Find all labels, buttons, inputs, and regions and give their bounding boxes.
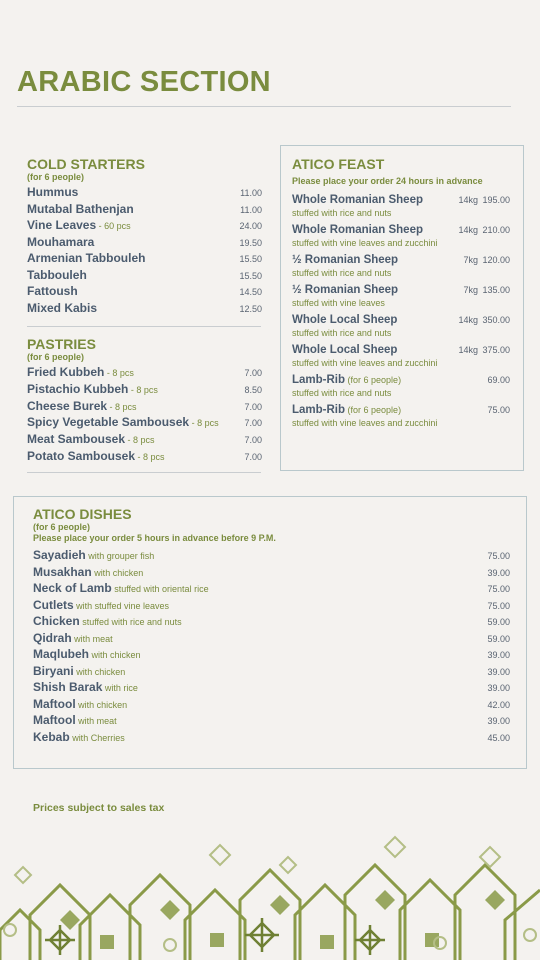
item-description: with meat [71,633,113,644]
item-name: Vine Leaves [27,218,97,232]
item-label [27,233,94,251]
item-name: Meat Sambousek [27,432,126,447]
item-weight: 7kg [463,285,479,295]
item-label [27,200,134,218]
item-description: stuffed with vine leaves and zucchini [292,238,438,248]
item-label [33,645,141,663]
item-price: 42.00 [487,699,510,710]
item-description: stuffed with rice and nuts [292,388,392,398]
item-label [27,363,134,381]
page-title: ARABIC SECTION [17,66,271,98]
item-description: with chicken [75,699,128,710]
pastries-list [27,363,262,464]
atico-dishes-box [13,496,527,769]
list-item [33,711,510,728]
item-description: with rice [102,683,138,693]
item-label [27,266,87,284]
item-name: Kebab [33,729,70,744]
item-name: Musakhan [33,564,92,579]
item-name: Mouhamara [27,234,95,249]
item-price: 7.00 [244,401,262,412]
item-name: Maftool [33,713,76,727]
item-price-group [487,370,510,388]
pastries-title: PASTRIES [27,336,96,352]
cold-starters-section [27,156,262,315]
item-label [292,340,397,358]
item-label [27,282,78,300]
item-price: 120.00 [482,255,510,265]
feast-item-row [292,280,510,298]
decorative-pattern-border [0,835,540,960]
item-name: Chicken [33,614,80,628]
item-price: 39.00 [487,650,510,660]
list-item [27,183,262,200]
item-price-group [458,220,510,238]
list-item [33,678,510,695]
item-weight: 7kg [463,255,479,265]
item-weight: 14kg [458,345,479,355]
list-item [292,400,510,430]
item-price: 350.00 [482,315,510,325]
pastries-section [27,336,262,464]
item-label [33,596,169,614]
list-item [27,430,262,447]
item-price: 15.50 [239,270,262,281]
item-description: stuffed with rice and nuts [292,268,392,278]
item-weight: 14kg [458,225,479,235]
item-label [33,711,117,729]
item-description: stuffed with vine leaves and zucchini [292,418,438,428]
list-item [33,629,510,646]
item-label [27,183,78,201]
item-name: ½ Romanian Sheep [292,284,399,296]
item-price: 75.00 [487,584,510,594]
list-item [27,233,262,250]
atico-dishes-note: (for 6 people) [33,522,91,532]
item-label [292,310,397,328]
atico-feast-note: Please place your order 24 hours in advance [292,176,483,186]
item-description: stuffed with vine leaves [292,298,385,308]
item-name: Whole Romanian Sheep [292,194,423,206]
atico-dishes-list [33,546,510,744]
list-item [27,413,262,430]
item-name: Mixed Kabis [27,300,98,315]
item-name: Shish Barak [33,680,103,694]
item-name: Tabbouleh [27,267,87,282]
list-item [27,249,262,266]
item-price: 11.00 [240,188,262,198]
list-item [27,216,262,233]
item-label [27,447,165,465]
item-name: Cutlets [33,597,74,612]
feast-item-row [292,220,510,238]
item-name: Pistachio Kubbeh [27,381,129,396]
item-price: 11.00 [240,204,262,215]
cold-starters-divider [27,326,261,327]
item-label [292,280,398,298]
item-name: Mutabal Bathenjan [27,201,134,216]
item-description: with Cherries [69,732,125,743]
item-price: 75.00 [487,600,510,611]
atico-feast-title: ATICO FEAST [292,156,385,172]
list-item [27,397,262,414]
list-item [27,299,262,316]
item-description: stuffed with rice and nuts [292,208,392,218]
item-price: 39.00 [487,716,510,726]
item-description: - 8 pcs [107,401,137,412]
cold-starters-title: COLD STARTERS [27,156,145,172]
feast-item-row [292,370,510,388]
item-name: Whole Local Sheep [292,314,398,326]
list-item [292,190,510,220]
item-name: Biryani [33,663,74,678]
item-price: 7.00 [244,435,262,446]
item-label [27,299,97,317]
feast-item-row [292,250,510,268]
item-name: Fried Kubbeh [27,365,105,379]
item-price: 45.00 [487,732,510,743]
list-item [292,280,510,310]
item-price: 24.00 [239,221,262,231]
item-label [33,563,143,581]
list-item [27,447,262,464]
item-price-group [458,190,510,208]
item-price: 375.00 [482,345,510,355]
item-label [33,546,154,564]
atico-dishes-title: ATICO DISHES [33,506,132,522]
item-description: with chicken [89,650,141,660]
item-price: 7.00 [244,418,262,429]
item-label [27,216,131,234]
item-label [27,413,219,431]
item-name: Hummus [27,185,79,199]
item-weight: 14kg [458,315,479,325]
item-description: with meat [75,716,117,726]
list-item [33,645,510,662]
item-name: Fattoush [27,284,78,298]
list-item [33,596,510,613]
item-label [27,430,155,448]
item-price-group [458,310,510,328]
item-price: 135.00 [482,285,510,295]
item-weight: 14kg [458,195,479,205]
item-name: Sayadieh [33,548,86,562]
item-description: stuffed with vine leaves and zucchini [292,358,438,368]
item-price: 12.50 [239,303,262,314]
list-item [33,563,510,580]
item-label [33,728,125,746]
list-item [33,579,510,596]
item-description: stuffed with rice and nuts [79,617,182,627]
item-tag: (for 6 people) [345,405,402,415]
item-label [27,397,137,415]
item-description: - 60 pcs [96,221,131,231]
item-price: 15.50 [239,254,262,264]
item-price: 39.00 [487,683,510,693]
item-price: 69.00 [487,375,510,385]
item-label [292,190,423,208]
item-name: Lamb-Rib [292,404,346,416]
item-name: Qidrah [33,630,72,645]
item-label [292,250,398,268]
item-price: 210.00 [482,225,510,235]
item-description: with chicken [73,666,126,677]
title-divider [17,106,511,107]
cold-starters-list [27,183,262,315]
list-item [27,200,262,217]
item-tag: (for 6 people) [345,375,402,385]
item-name: Armenian Tabbouleh [27,251,146,265]
list-item [27,282,262,299]
item-price-group [464,280,511,298]
item-price: 39.00 [487,666,510,677]
item-price: 59.00 [487,633,510,644]
item-name: ½ Romanian Sheep [292,254,399,266]
list-item [292,310,510,340]
item-name: Spicy Vegetable Sambousek [27,415,190,430]
item-label [292,220,423,238]
item-description: - 8 pcs [104,368,134,378]
item-description: stuffed with oriental rice [111,584,209,594]
list-item [27,363,262,380]
item-description: - 8 pcs [128,384,158,395]
list-item [33,546,510,563]
item-label [33,695,127,713]
item-price: 14.50 [239,287,262,297]
item-name: Maqlubeh [33,647,89,661]
list-item [292,250,510,280]
atico-feast-box [280,145,524,471]
item-name: Cheese Burek [27,398,108,413]
item-price: 7.00 [244,368,262,378]
item-price-group [464,250,511,268]
item-name: Whole Romanian Sheep [292,224,423,236]
list-item [33,612,510,629]
item-name: Neck of Lamb [33,581,112,595]
item-price: 19.50 [239,237,262,248]
cold-starters-note: (for 6 people) [27,172,85,182]
item-name: Maftool [33,696,76,711]
item-price: 59.00 [487,617,510,627]
item-description: with stuffed vine leaves [73,600,170,611]
item-name: Whole Local Sheep [292,344,398,356]
list-item [33,662,510,679]
list-item [292,340,510,370]
item-price-group [458,340,510,358]
feast-item-row [292,190,510,208]
item-label [33,612,182,630]
feast-item-row [292,310,510,328]
item-price: 195.00 [482,195,510,205]
atico-feast-list [292,190,510,430]
item-label [292,370,401,388]
item-label [33,579,209,597]
atico-dishes-note-advance: Please place your order 5 hours in advance before 9 P.M. [33,533,276,543]
item-price: 75.00 [487,405,510,415]
item-label [292,400,401,418]
item-name: Lamb-Rib [292,374,346,386]
sales-tax-note: Prices subject to sales tax [33,802,165,814]
item-description: with chicken [91,567,144,578]
feast-item-row [292,340,510,358]
pastries-note: (for 6 people) [27,352,85,362]
item-description: stuffed with rice and nuts [292,328,392,338]
list-item [27,266,262,283]
item-description: - 8 pcs [135,451,165,462]
item-name: Potato Sambousek [27,448,136,463]
list-item [292,370,510,400]
item-label [33,629,113,647]
item-description: - 8 pcs [189,418,219,429]
item-price: 8.50 [244,384,262,395]
item-description: - 8 pcs [125,435,155,446]
feast-item-row [292,400,510,418]
list-item [33,728,510,745]
list-item [292,220,510,250]
item-price: 39.00 [487,567,510,578]
item-label [33,678,138,696]
list-item [33,695,510,712]
item-label [27,249,145,267]
item-price: 7.00 [244,451,262,462]
item-label [27,380,158,398]
pastries-divider [27,472,261,473]
item-description: with grouper fish [85,551,155,561]
item-price: 75.00 [487,551,510,561]
list-item [27,380,262,397]
item-label [33,662,125,680]
item-price-group [487,400,510,418]
